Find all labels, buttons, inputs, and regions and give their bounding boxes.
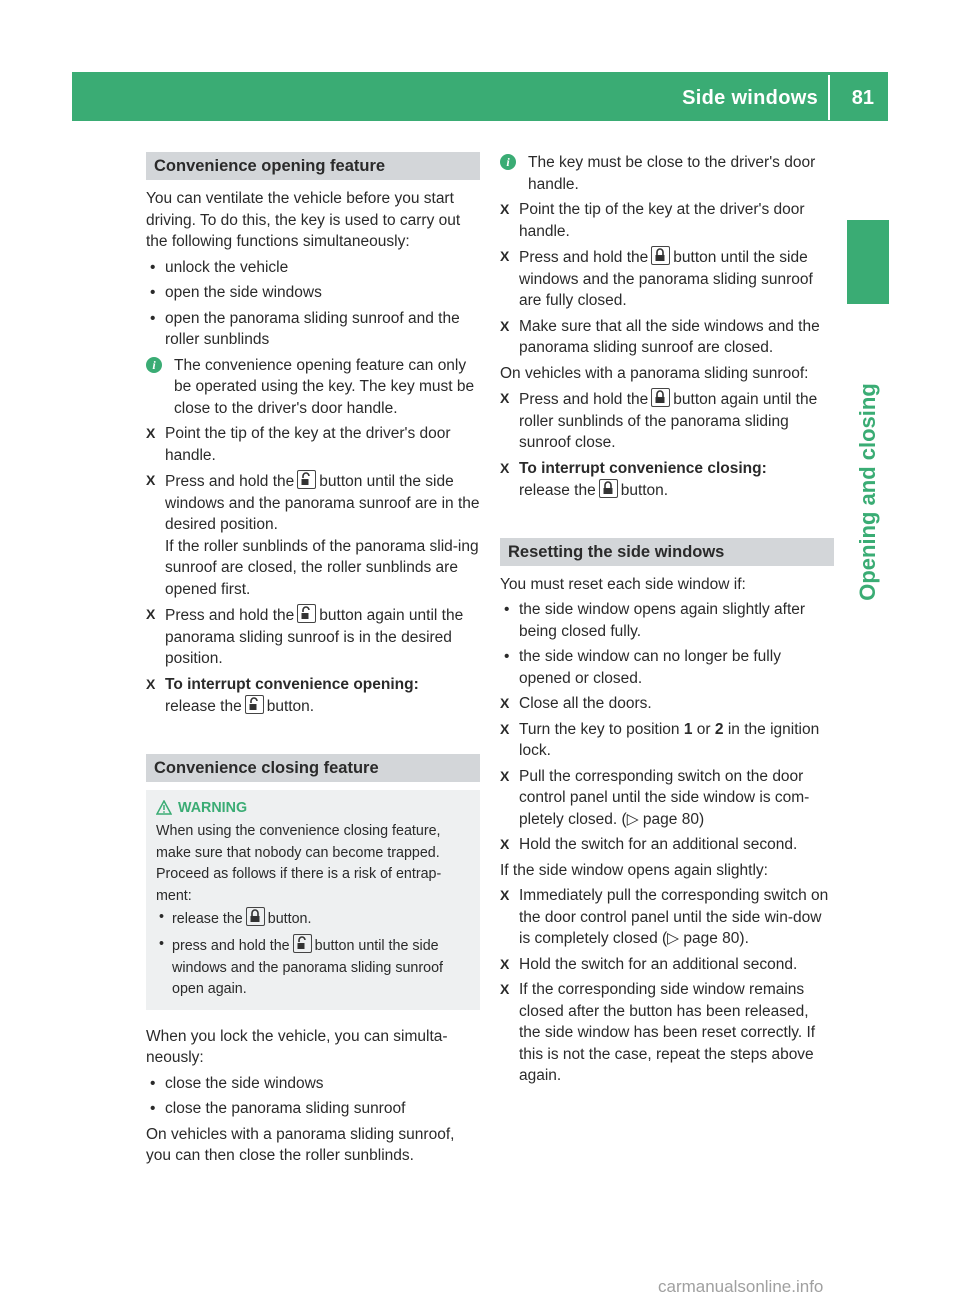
instruction-step	[500, 885, 834, 950]
instruction-step	[500, 199, 834, 242]
unlock-icon	[245, 695, 264, 714]
right-column	[500, 152, 834, 1091]
warning-item-text: button.	[267, 911, 312, 928]
step-text: Press and hold the	[165, 607, 295, 624]
step-text: Press and hold the	[165, 473, 295, 490]
warning-list-item	[156, 907, 470, 931]
lock-icon	[246, 907, 265, 926]
header-title: Side windows	[682, 87, 818, 109]
instruction-step	[500, 316, 834, 359]
step-marker-icon: X	[500, 767, 510, 784]
instruction-step	[500, 719, 834, 762]
instruction-step	[146, 423, 480, 466]
info-note	[146, 355, 480, 420]
instruction-step	[500, 766, 834, 831]
warning-item-text: press and hold the	[172, 938, 290, 955]
lock-icon	[651, 246, 670, 265]
step-text: Hold the switch for an additional second.	[519, 836, 798, 853]
instruction-step	[146, 604, 480, 670]
step-marker-icon: X	[146, 425, 156, 441]
instruction-step	[500, 979, 834, 1087]
warning-list-item	[156, 934, 470, 1001]
step-marker-icon: X	[500, 836, 510, 852]
left-column	[146, 152, 480, 1171]
opening-intro: You can ventilate the vehicle before you start driving. To do this, the key is used to carry out the following functions simultaneously:	[146, 190, 461, 250]
closing-after-text: When you lock the vehicle, you can simulta-neously:	[146, 1027, 448, 1067]
step-heading: To interrupt convenience closing:	[519, 459, 767, 477]
step-marker-icon: X	[500, 201, 510, 217]
unlock-icon	[297, 470, 316, 489]
step-text: Pull the corresponding switch on the door control panel until the side window is com-pletely closed. (▷ page 80)	[519, 767, 810, 828]
warning-item-text: button until the side windows and the panorama sliding sunroof open again.	[172, 938, 444, 998]
list-item: • unlock the vehicle	[146, 257, 480, 279]
instruction-step	[500, 834, 834, 856]
list-item: • the side window opens again slightly after being closed fully.	[500, 599, 834, 642]
section-heading-closing: Convenience closing feature	[146, 754, 480, 782]
step-marker-icon: X	[500, 981, 510, 997]
step-text: Make sure that all the side windows and the panorama sliding sunroof are closed.	[519, 317, 820, 356]
list-item: • open the side windows	[146, 282, 480, 304]
step-marker-icon: X	[500, 248, 510, 264]
instruction-step	[500, 246, 834, 312]
info-text: The key must be close to the driver's door handle.	[528, 154, 816, 193]
instruction-step	[146, 470, 480, 600]
step-text: Turn the key to position	[519, 720, 680, 738]
step-text: Press and hold the	[519, 391, 649, 408]
step-marker-icon: X	[500, 720, 510, 737]
instruction-step	[146, 674, 480, 718]
info-icon: i	[146, 357, 162, 373]
key-position: 1	[683, 720, 693, 738]
lock-icon	[651, 388, 670, 407]
step-text: If the corresponding side window remains closed after the button has been released, the side window has been reset correctly. If this is not the case, repeat the steps above again.	[519, 981, 816, 1084]
step-text: in the ignition lock.	[519, 720, 820, 759]
step-marker-icon: X	[500, 887, 510, 903]
step-text: Hold the switch for an additional second.	[519, 955, 798, 973]
info-text: The convenience opening feature can only be operated using the key. The key must be close to the driver's door handle.	[174, 356, 475, 417]
step-text: release the	[165, 698, 242, 715]
step-text: button.	[266, 698, 315, 715]
key-position: 2	[714, 720, 724, 738]
instruction-step	[500, 954, 834, 976]
step-text: Close all the doors.	[519, 695, 652, 712]
step-marker-icon: X	[500, 317, 510, 334]
step-heading: To interrupt convenience opening:	[165, 675, 419, 693]
watermark: carmanualsonline.info	[658, 1277, 824, 1296]
chapter-tab	[847, 220, 889, 304]
warning-heading	[156, 798, 470, 820]
step-marker-icon: X	[500, 390, 510, 406]
section-heading-resetting: Resetting the side windows	[500, 538, 834, 566]
warning-title: WARNING	[178, 799, 248, 816]
instruction-step	[500, 458, 834, 502]
warning-box	[146, 790, 480, 1010]
step-text: Point the tip of the key at the driver's door handle.	[165, 425, 451, 464]
unlock-icon	[297, 604, 316, 623]
step-text: button.	[620, 482, 669, 499]
step-text: button until the side windows and the panorama sliding sunroof are fully closed.	[519, 249, 813, 309]
info-note	[500, 152, 834, 195]
step-text: button again until the panorama sliding sunroof is in the desired position.	[165, 607, 464, 667]
step-text: button again until the roller sunblinds of the panorama sliding sunroof close.	[519, 391, 818, 451]
step-text: Immediately pull the corresponding switch on the door control panel until the side win-dow is completely closed (▷ page 80).	[519, 887, 829, 947]
step-text: or	[696, 720, 711, 738]
unlock-icon	[293, 934, 312, 953]
step-text: button until the side windows and the panorama sunroof are in the desired position.	[165, 473, 480, 533]
step-marker-icon: X	[500, 459, 510, 476]
panorama-intro: On vehicles with a panorama sliding sunroof:	[500, 364, 809, 382]
list-item: • open the panorama sliding sunroof and the roller sunblinds	[146, 308, 480, 351]
instruction-step	[500, 693, 834, 715]
section-heading-opening: Convenience opening feature	[146, 152, 480, 180]
header-divider	[828, 75, 830, 120]
header-bar	[72, 72, 888, 121]
closing-outro: On vehicles with a panorama sliding sunroof, you can then close the roller sunblinds.	[146, 1125, 455, 1165]
list-item: • close the side windows	[146, 1073, 480, 1095]
warning-icon	[156, 800, 172, 815]
step-marker-icon: X	[146, 472, 156, 488]
list-item: • the side window can no longer be fully opened or closed.	[500, 646, 834, 689]
step-text: Press and hold the	[519, 249, 649, 266]
resetting-intro: You must reset each side window if:	[500, 575, 746, 593]
instruction-step	[500, 388, 834, 454]
list-item: • close the panorama sliding sunroof	[146, 1098, 480, 1120]
step-marker-icon: X	[500, 955, 510, 972]
slight-intro: If the side window opens again slightly:	[500, 861, 768, 879]
step-text: Point the tip of the key at the driver's door handle.	[519, 201, 805, 240]
step-text: release the	[519, 482, 596, 499]
page-number: 81	[851, 87, 874, 109]
info-icon: i	[500, 154, 516, 170]
step-marker-icon: X	[146, 675, 156, 692]
step-marker-icon: X	[500, 695, 510, 711]
lock-icon	[599, 479, 618, 498]
step-marker-icon: X	[146, 606, 156, 622]
warning-item-text: release the	[172, 911, 243, 928]
chapter-label: Opening and closing	[855, 383, 880, 601]
warning-text: When using the convenience closing feature, make sure that nobody can become trapped. Proceed as follows if there is a risk of entrap-ment:	[156, 823, 442, 904]
step-note: If the roller sunblinds of the panorama slid-ing sunroof are closed, the roller sunblinds are opened first.	[165, 537, 479, 598]
